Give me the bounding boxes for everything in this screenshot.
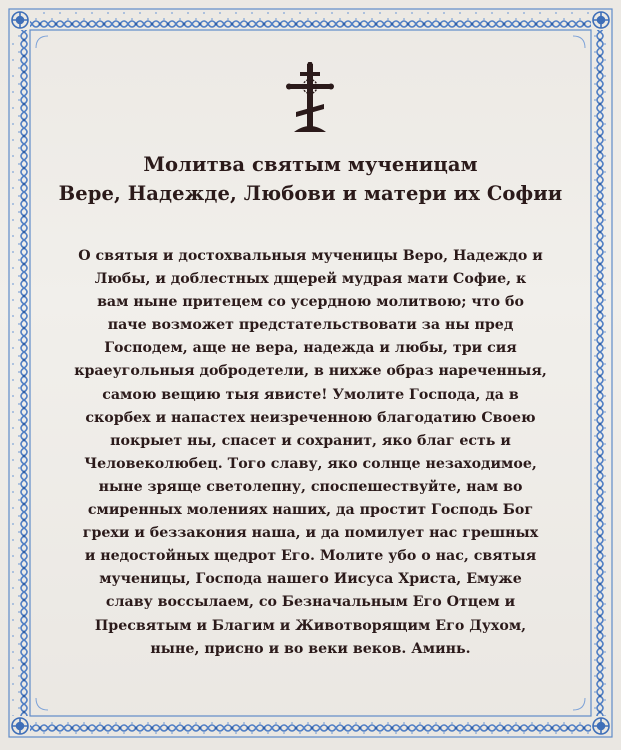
prayer-text (60, 245, 561, 661)
prayer-line: смиренных молениях наших, да простит Господь Бог (87, 502, 534, 519)
prayer-line: Любы, и доблестных дщерей мудрая мати Софие, к (94, 271, 527, 288)
prayer-line: славу воссылаем, со Безначальным Его Отцем и (105, 594, 516, 611)
prayer-line: самою вещию тыя явисте! Умолите Господа, да в (102, 386, 519, 403)
orthodox-cross-icon (280, 62, 340, 134)
prayer-line: ныне, присно и во веки веков. Аминь. (150, 640, 471, 657)
title-line-1: Молитва святым мученицам (143, 153, 478, 176)
prayer-line: паче возможет предстательствовати за ны пред (107, 317, 514, 334)
prayer-line: вам ныне притецем со усердною молитвою; что бо (97, 294, 524, 311)
prayer-line: мученицы, Господа нашего Иисуса Христа, Емуже (99, 571, 522, 588)
prayer-line: и недостойных щедрот Его. Молите убо о нас, святыя (84, 548, 537, 565)
prayer-title (0, 150, 621, 208)
prayer-line: Пресвятым и Благим и Животворящим Его Духом, (94, 617, 527, 634)
prayer-line: О святыя и достохвальныя мученицы Веро, Надеждо и (78, 248, 543, 264)
prayer-line: покрыет ны, спасет и сохранит, яко благ есть и (110, 432, 511, 449)
prayer-line: скорбех и напастех неизреченною благодатию Своею (85, 409, 536, 426)
title-line-2: Вере, Надежде, Любови и матери их Софии (58, 182, 563, 205)
prayer-line: грехи и беззакония наша, и да помилует нас грешных (82, 525, 539, 542)
prayer-line: краеугольныя добродетели, в нихже образ нареченныя, (74, 363, 547, 380)
prayer-line: Господем, аще не вера, надежда и любы, три сия (104, 340, 517, 357)
prayer-line: Человеколюбец. Того славу, яко солнце незаходимое, (84, 455, 537, 472)
prayer-line: ныне зряще светолепну, споспешествуйте, нам во (98, 478, 523, 495)
